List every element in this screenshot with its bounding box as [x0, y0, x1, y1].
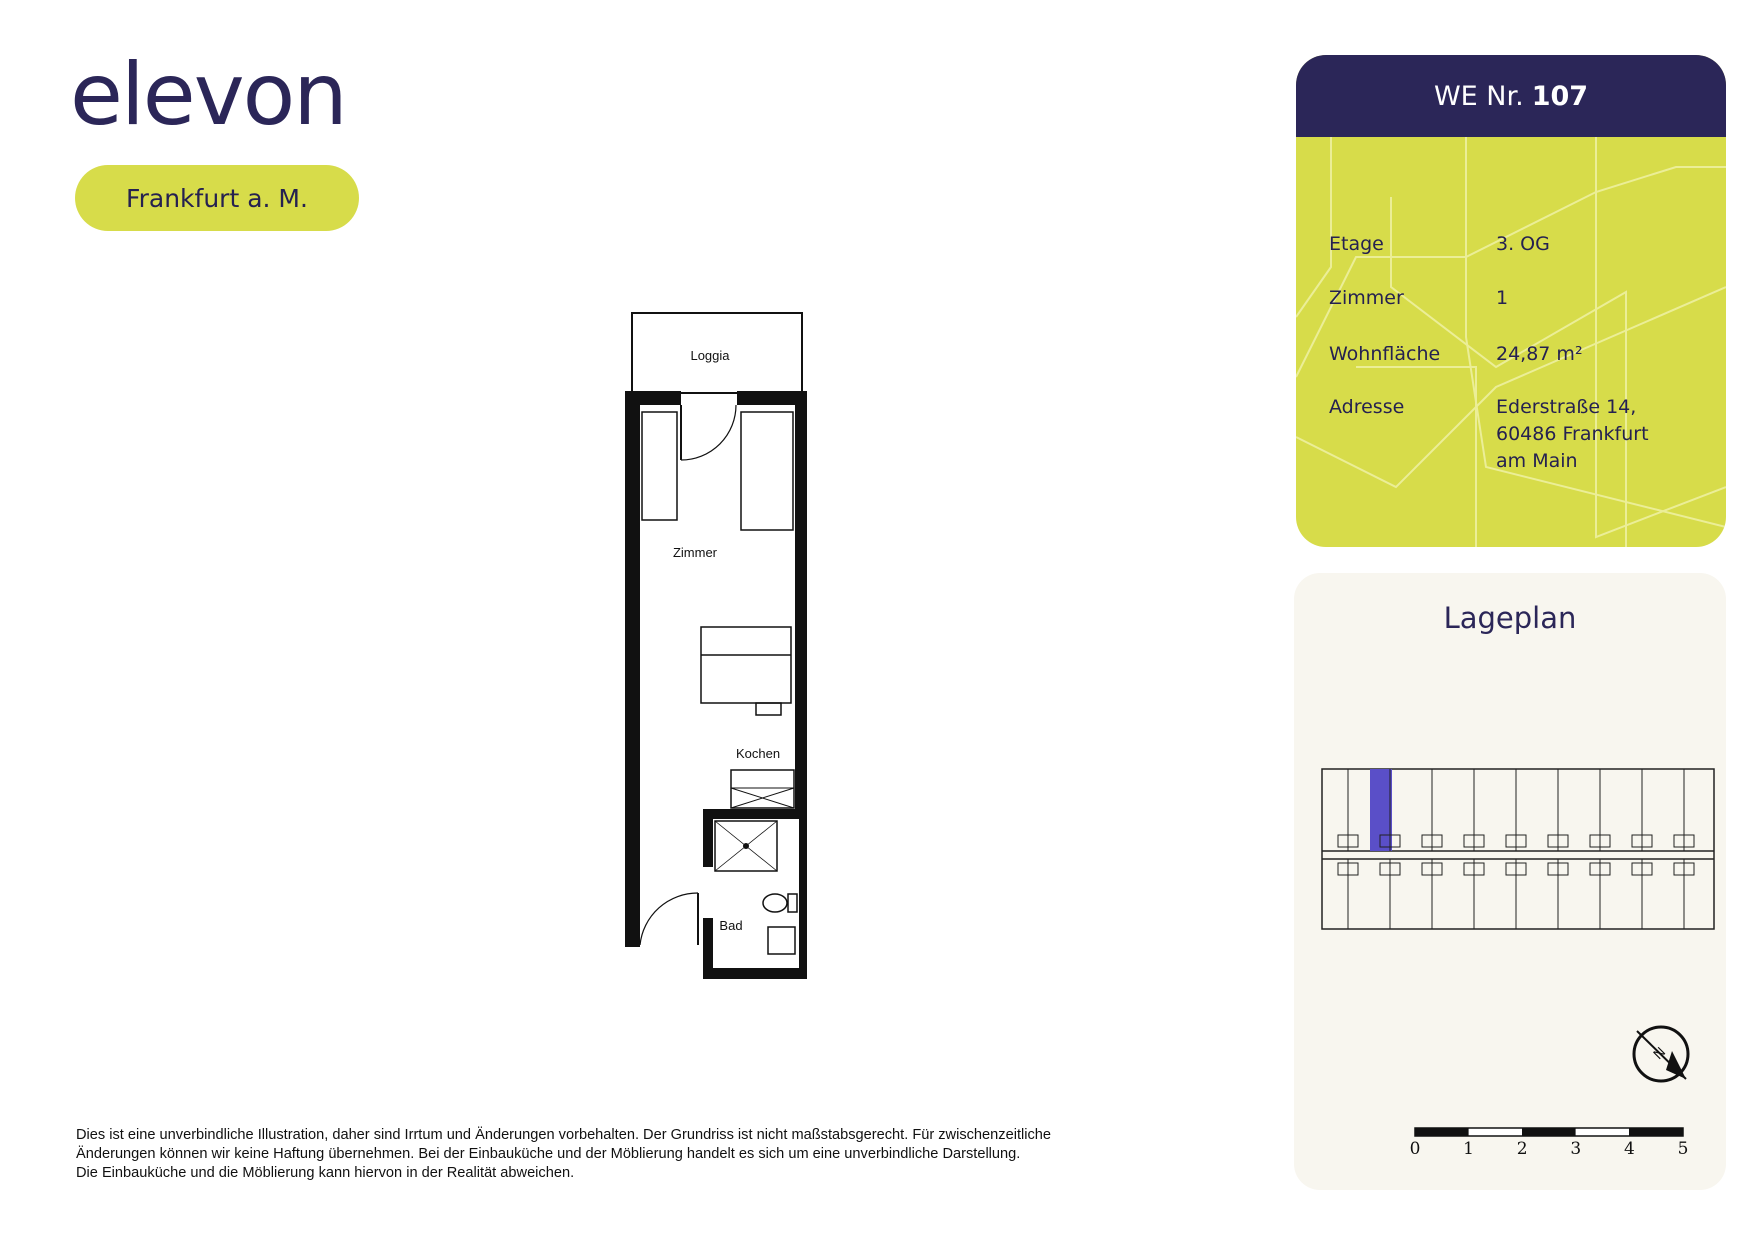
wall-right-lower [799, 809, 807, 979]
wall-left [625, 391, 640, 947]
city-badge: Frankfurt a. M. [75, 165, 359, 231]
scale-bar [1415, 1128, 1683, 1136]
wall-right [795, 391, 807, 809]
washbasin [768, 927, 795, 954]
highlighted-unit [1370, 769, 1392, 851]
toilet [763, 894, 787, 912]
row-label-etage: Etage [1329, 233, 1384, 255]
elevon-logo: elevon [70, 45, 346, 145]
room-label-loggia: Loggia [690, 348, 730, 363]
site-plan-title: Lageplan [1443, 601, 1577, 635]
bath-wall-bottom [703, 968, 807, 979]
disclaimer [76, 1126, 1156, 1183]
unit-info-card [1296, 55, 1726, 547]
kitchenette [731, 770, 794, 808]
wardrobe-right [741, 412, 793, 530]
site-plan-drawing [1294, 573, 1726, 1190]
scale-label: 1 [1463, 1139, 1474, 1159]
svg-text:N: N [1649, 1043, 1669, 1063]
bath-wall-left [703, 809, 713, 867]
floor-plan [600, 300, 840, 1000]
unit-number: 107 [1531, 80, 1589, 112]
room-label-kochen: Kochen [735, 746, 781, 761]
scale-label: 0 [1409, 1139, 1421, 1159]
address-line: am Main [1496, 450, 1578, 472]
unit-number-header [1296, 55, 1726, 137]
disclaimer-line: Die Einbauküche und die Möblierung kann hiervon in der Realität abweichen. [76, 1165, 575, 1181]
scale-label: 5 [1677, 1139, 1689, 1159]
bath-wall-top [703, 809, 799, 819]
table [701, 627, 791, 703]
disclaimer-line: Änderungen können wir keine Haftung übernehmen. Bei der Einbauküche und der Möblierung handelt es sich um eine unverbindliche Darstellung. [76, 1146, 1021, 1162]
unit-title-prefix: WE Nr. [1433, 80, 1524, 112]
disclaimer-line: Dies ist eine unverbindliche Illustration, daher sind Irrtum und Änderungen vorbehalten. Der Grundriss ist nicht maßstabsgerecht. Für zwischenzeitliche [76, 1127, 1052, 1143]
north-arrow-icon [1634, 1027, 1688, 1081]
room-label-zimmer: Zimmer [672, 545, 718, 560]
row-value-wohnflaeche: 24,87 m² [1496, 343, 1583, 365]
scale-label: 2 [1516, 1139, 1528, 1159]
row-label-zimmer: Zimmer [1329, 287, 1404, 309]
row-value-zimmer: 1 [1496, 287, 1509, 309]
wardrobe-left [642, 412, 677, 520]
room-label-bad: Bad [719, 918, 743, 933]
scale-label: 4 [1623, 1139, 1635, 1159]
scale-label: 3 [1570, 1139, 1582, 1159]
address-line: 60486 Frankfurt [1496, 423, 1649, 445]
row-label-wohnflaeche: Wohnfläche [1329, 343, 1441, 365]
site-plan-panel [1294, 573, 1726, 1190]
row-value-etage: 3. OG [1496, 233, 1550, 255]
row-value-adresse [1496, 394, 1716, 475]
row-label-adresse: Adresse [1329, 396, 1405, 418]
address-line: Ederstraße 14, [1496, 396, 1637, 418]
